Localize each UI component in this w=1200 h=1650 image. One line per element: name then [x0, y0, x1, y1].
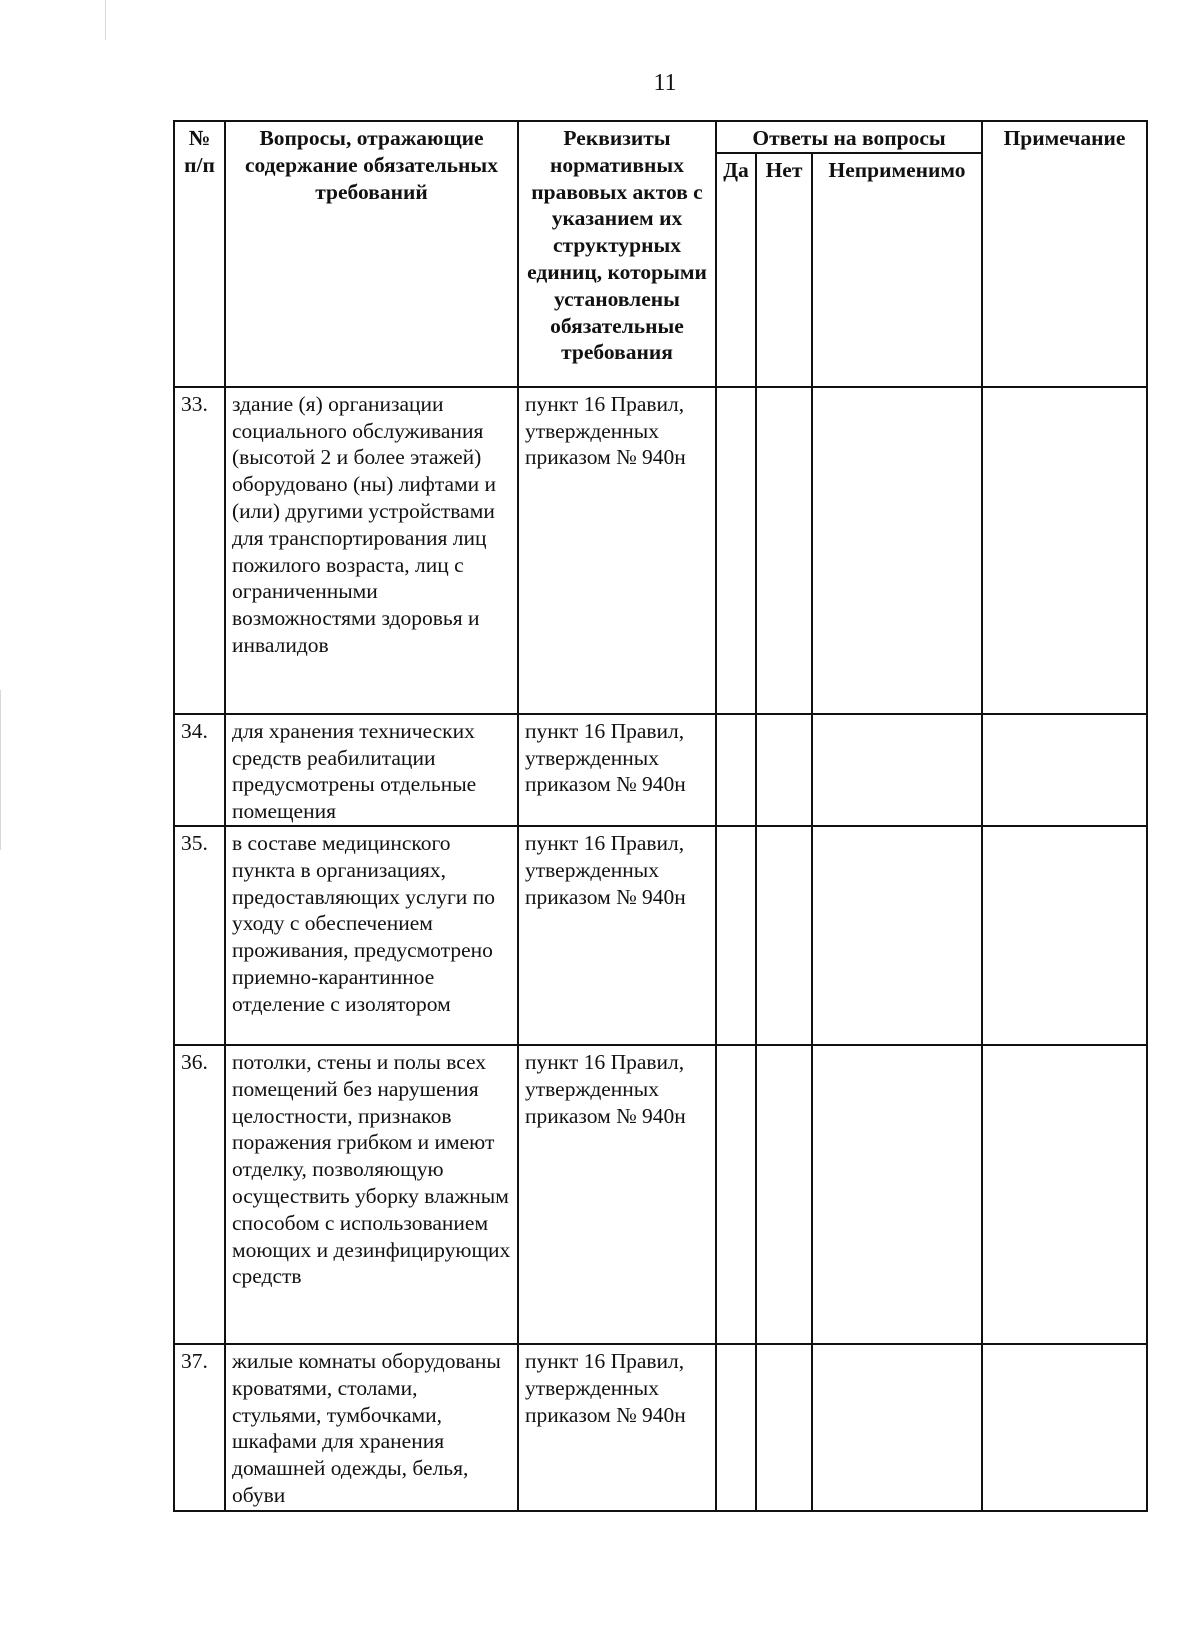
row-requisites: пункт 16 Правил, утвержденных приказом № 940н — [518, 1045, 716, 1344]
header-answer-na: Неприменимо — [812, 153, 982, 387]
row-requisites: пункт 16 Правил, утвержденных приказом № 940н — [518, 826, 716, 1045]
answer-na-cell[interactable] — [812, 387, 982, 714]
header-answer-no: Нет — [756, 153, 812, 387]
answer-yes-cell[interactable] — [716, 387, 756, 714]
answer-na-cell[interactable] — [812, 1344, 982, 1511]
scan-margin-mark — [105, 0, 106, 40]
header-note: Примечание — [982, 121, 1147, 387]
header-answer-yes: Да — [716, 153, 756, 387]
answer-no-cell[interactable] — [756, 826, 812, 1045]
answer-yes-cell[interactable] — [716, 714, 756, 826]
note-cell[interactable] — [982, 826, 1147, 1045]
row-requisites: пункт 16 Правил, утвержденных приказом № 940н — [518, 387, 716, 714]
row-question: потолки, стены и полы всех помещений без нарушения целостности, признаков поражения грибком и имеют отделку, позволяющую осуществить уборку влажным способом с использованием моющих и дезинфицирующих средств — [225, 1045, 518, 1344]
answer-no-cell[interactable] — [756, 387, 812, 714]
answer-yes-cell[interactable] — [716, 1045, 756, 1344]
answer-na-cell[interactable] — [812, 1045, 982, 1344]
note-cell[interactable] — [982, 714, 1147, 826]
table-row — [174, 1344, 1147, 1511]
answer-no-cell[interactable] — [756, 1344, 812, 1511]
page-number: 11 — [653, 70, 677, 96]
table-header-row — [174, 121, 1147, 153]
row-question: жилые комнаты оборудованы кроватями, столами, стульями, тумбочками, шкафами для хранения домашней одежды, белья, обуви — [225, 1344, 518, 1511]
table-row — [174, 714, 1147, 826]
header-num: № п/п — [174, 121, 225, 387]
answer-na-cell[interactable] — [812, 714, 982, 826]
checklist-table — [173, 120, 1148, 1512]
header-requisites: Реквизиты нормативных правовых актов с указанием их структурных единиц, которыми установлены обязательные требования — [518, 121, 716, 387]
table-row — [174, 826, 1147, 1045]
row-question: в составе медицинского пункта в организациях, предоставляющих услуги по уходу с обеспечением проживания, предусмотрено приемно-карантинное отделение с изолятором — [225, 826, 518, 1045]
row-number: 37. — [174, 1344, 225, 1511]
row-question: здание (я) организации социального обслуживания (высотой 2 и более этажей) оборудовано (ны) лифтами и (или) другими устройствами для транспортирования лиц пожилого возраста, лиц с ограниченными возможностями здоровья и инвалидов — [225, 387, 518, 714]
scan-margin-mark — [0, 690, 1, 850]
row-number: 34. — [174, 714, 225, 826]
row-question: для хранения технических средств реабилитации предусмотрены отдельные помещения — [225, 714, 518, 826]
table-row — [174, 387, 1147, 714]
answer-no-cell[interactable] — [756, 1045, 812, 1344]
note-cell[interactable] — [982, 1045, 1147, 1344]
row-number: 36. — [174, 1045, 225, 1344]
row-requisites: пункт 16 Правил, утвержденных приказом № 940н — [518, 714, 716, 826]
row-number: 33. — [174, 387, 225, 714]
header-question: Вопросы, отражающие содержание обязательных требований — [225, 121, 518, 387]
note-cell[interactable] — [982, 1344, 1147, 1511]
row-requisites: пункт 16 Правил, утвержденных приказом № 940н — [518, 1344, 716, 1511]
answer-yes-cell[interactable] — [716, 1344, 756, 1511]
answer-na-cell[interactable] — [812, 826, 982, 1045]
header-answers-group: Ответы на вопросы — [716, 121, 982, 153]
table-row — [174, 1045, 1147, 1344]
answer-no-cell[interactable] — [756, 714, 812, 826]
answer-yes-cell[interactable] — [716, 826, 756, 1045]
row-number: 35. — [174, 826, 225, 1045]
note-cell[interactable] — [982, 387, 1147, 714]
